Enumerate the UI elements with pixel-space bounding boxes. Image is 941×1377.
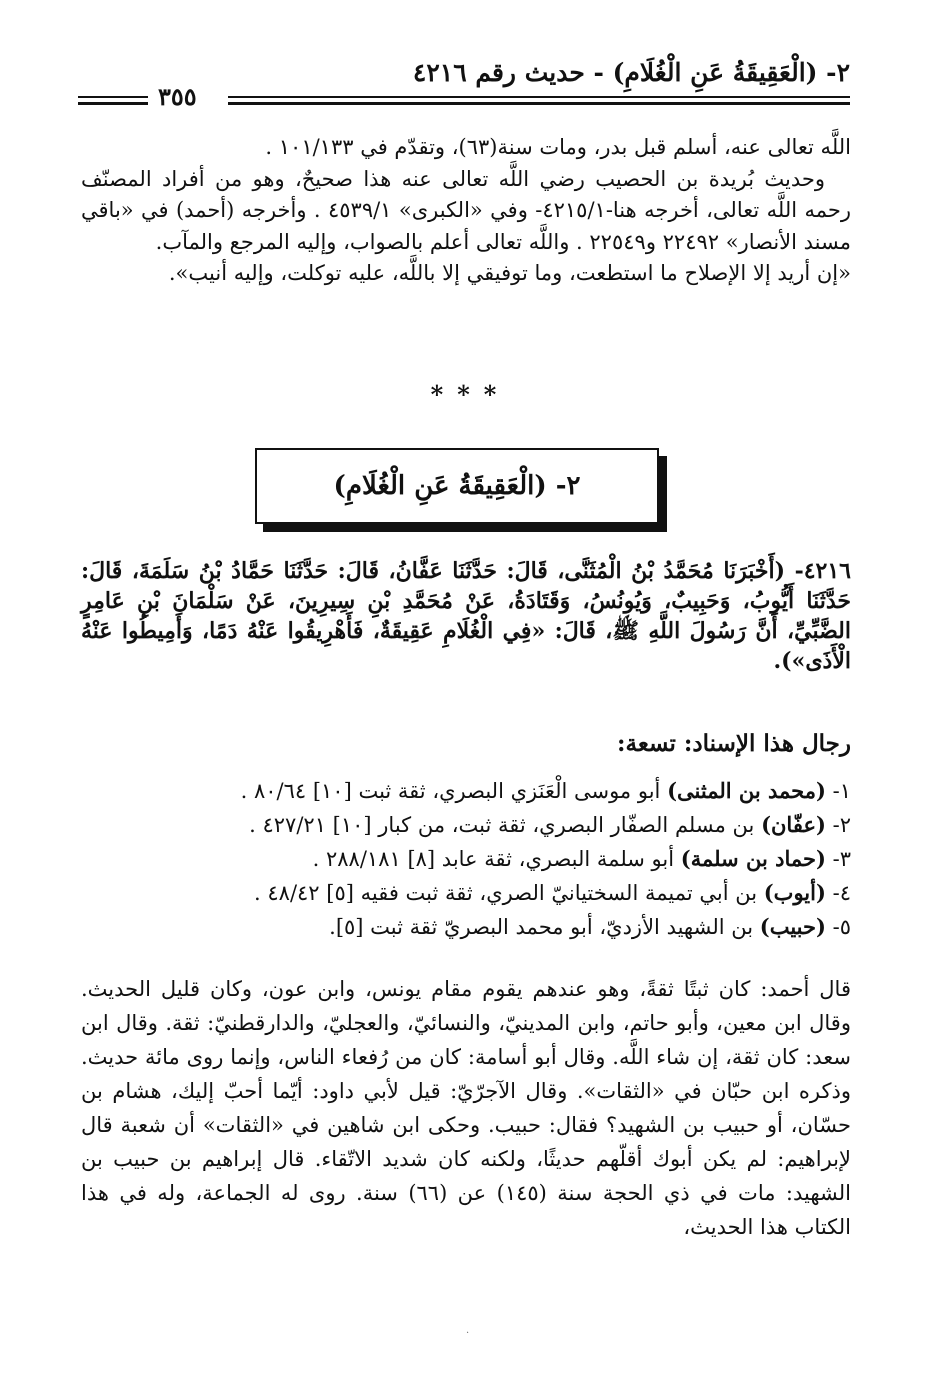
narrator-item <box>81 842 851 876</box>
quote-line: «إن أريد إلا الإصلاح ما استطعت، وما توفيقي إلا باللَّه، عليه توكلت، وإليه أنيب». <box>168 261 851 285</box>
running-title: ٢- (الْعَقِيقَةُ عَنِ الْغُلَامِ) - حديث رقم ٤٢١٦ <box>412 58 850 87</box>
narrator-number: ٢- <box>832 813 851 837</box>
narrators-list <box>81 774 851 944</box>
narrator-desc: أبو سلمة البصري، ثقة عابد [٨] ٢٨٨/١٨١ . <box>312 847 675 871</box>
narrator-commentary <box>81 972 851 1244</box>
intro-text <box>81 132 851 290</box>
intro-paragraph: وحديث بُريدة بن الحصيب رضي اللَّه تعالى عنه هذا صحيحٌ، وهو من أفراد المصنّف رحمه اللَّه تعالى، أخرجه هنا-٤٢١٥/١- وفي «الكبرى» ٤٥٣٩/١ . وأخرجه (أحمد) في «باقي مسند الأنصار» ٢٢٤٩٢ و٢٢٥٤٩ . واللَّه تعالى أعلم بالصواب، وإليه المرجع والمآب. <box>81 166 851 254</box>
narrator-desc: بن الشهيد الأزديّ، أبو محمد البصريّ ثقة ثبت [٥]. <box>329 915 754 939</box>
narrator-number: ٥- <box>832 915 851 939</box>
narrator-desc: بن مسلم الصفّار البصري، ثقة ثبت، من كبار [١٠] ٤٢٧/٢١ . <box>249 813 755 837</box>
header-rule <box>228 96 850 98</box>
page-number: ٣٥٥ <box>158 82 197 111</box>
header-rule-thick <box>228 102 850 105</box>
narrator-item <box>81 808 851 842</box>
narrator-number: ٣- <box>832 847 851 871</box>
section-separator: *** <box>430 380 511 409</box>
narrator-name: (أيوب) <box>763 880 826 905</box>
narrator-item <box>81 774 851 808</box>
hadith-text: ٤٢١٦- (أَخْبَرَنَا مُحَمَّدُ بْنُ الْمُثَنَّى، قَالَ: حَدَّثَنَا عَفَّانُ، قَالَ: حَدَّثَنَا حَمَّادُ بْنُ سَلَمَةَ، قَالَ: حَدَّثَنَا أَيُّوبُ، وَحَبِيبٌ، وَيُونُسُ، وَقَتَادَةُ، عَنْ مُحَمَّدِ بْنِ سِيرِينَ، عَنْ سَلْمَانَ بْنِ عَامِرٍ الضَّبِّيِّ، أَنَّ رَسُولَ اللَّهِ ﷺ، قَالَ: «فِي الْغُلَامِ عَقِيقَةٌ، فَأَهْرِيقُوا عَنْهُ دَمًا، وَأَمِيطُوا عَنْهُ الْأَذَى»). <box>81 558 851 674</box>
intro-line: اللَّه تعالى عنه، أسلم قبل بدر، ومات سنة(٦٣)، وتقدّم في ١٠١/١٣٣ . <box>265 135 851 159</box>
narrator-name: (حبيب) <box>759 914 826 939</box>
narrator-item <box>81 910 851 944</box>
header-rule-left <box>78 96 148 98</box>
narrator-number: ١- <box>832 779 851 803</box>
narrator-desc: أبو موسى الْعَنَزي البصري، ثقة ثبت [١٠] ٨٠/٦٤ . <box>240 779 661 803</box>
chapter-title: ٢- (الْعَقِيقَةُ عَنِ الْغُلَامِ) <box>333 471 581 501</box>
narrator-desc: بن أبي تميمة السختيانيّ الصري، ثقة ثبت فقيه [٥] ٤٨/٤٢ . <box>254 881 758 905</box>
narrator-name: (محمد بن المثنى) <box>667 778 826 803</box>
page-speck: · <box>466 1328 470 1339</box>
narrator-item <box>81 876 851 910</box>
narrators-heading: رجال هذا الإسناد: تسعة: <box>617 730 851 757</box>
chapter-title-box <box>255 448 659 524</box>
narrator-number: ٤- <box>832 881 851 905</box>
narrator-name: (حماد بن سلمة) <box>680 846 826 871</box>
header-rule-left-thick <box>78 102 148 105</box>
narrator-name: (عفّان) <box>761 812 826 837</box>
commentary-paragraph: قال أحمد: كان ثبتًا ثقةً، وهو عندهم يقوم مقام يونس، وابن عون، وكان قليل الحديث. وقال ابن معين، وأبو حاتم، وابن المدينيّ، والنسائيّ، والعجليّ، والدارقطنيّ: ثقة. وقال ابن سعد: كان ثقة، إن شاء اللَّه. وقال أبو أسامة: كان من رُفعاء الناس، وإنما روى مائة حديث. وذكره ابن حبّان في «الثقات». وقال الآجرّيّ: قيل لأبي داود: أيّما أحبّ إليك، هشام بن حسّان، أو حبيب بن الشهيد؟ فقال: حبيب. وحكى ابن شاهين في «الثقات» أن شعبة قال لإبراهيم: لم يكن أبوك أقلّهم حديثًا، ولكنه كان شديد الاتّقاء. قال إبراهيم بن حبيب بن الشهيد: مات في ذي الحجة سنة (١٤٥) عن (٦٦) سنة. روى له الجماعة، وله في هذا الكتاب هذا الحديث، <box>81 977 851 1239</box>
running-header <box>78 52 850 111</box>
